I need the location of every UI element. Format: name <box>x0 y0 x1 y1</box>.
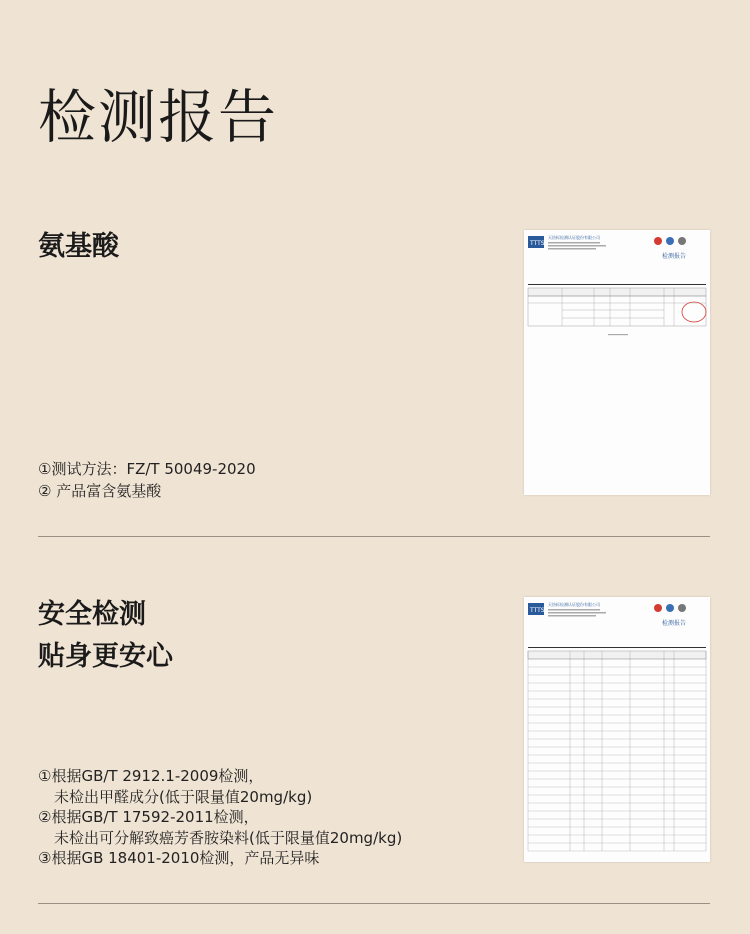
section2-heading <box>38 596 173 676</box>
section1-heading: 氨基酸 <box>38 231 119 262</box>
report-stamp-icon <box>682 302 706 322</box>
divider <box>38 536 710 537</box>
report-company: 天纺标检测认证股份有限公司 <box>548 602 600 607</box>
section1-note: ①测试方法：FZ/T 50049-2020 <box>38 460 256 478</box>
section2-note: 未检出可分解致癌芳香胺染料(低于限量值20mg/kg) <box>54 828 403 847</box>
page-title: 检测报告 <box>38 83 279 151</box>
report-doc-title: 检测报告 <box>662 253 687 260</box>
section2-note: ③根据GB 18401-2010检测，产品无异味 <box>38 849 320 867</box>
section2-note: ①根据GB/T 2912.1-2009检测， <box>38 767 264 785</box>
section2-note: 未检出甲醛成分(低于限量值20mg/kg) <box>54 787 313 806</box>
report-logo-text: TTTS <box>530 240 545 247</box>
report-company: 天纺标检测认证股份有限公司 <box>548 235 600 240</box>
report-document-amino <box>524 230 710 495</box>
section1-note: ② 产品富含氨基酸 <box>38 482 162 500</box>
section2-note: ②根据GB/T 17592-2011检测， <box>38 808 259 826</box>
report-document-safety <box>524 597 710 862</box>
report-logo-text: TTTS <box>530 607 545 614</box>
divider <box>38 903 710 904</box>
section2-heading-line: 贴身更安心 <box>38 641 173 672</box>
section2-heading-line: 安全检测 <box>38 599 146 630</box>
report-doc-title: 检测报告 <box>662 620 687 627</box>
section1-notes <box>38 458 256 502</box>
section2-notes <box>38 766 402 869</box>
